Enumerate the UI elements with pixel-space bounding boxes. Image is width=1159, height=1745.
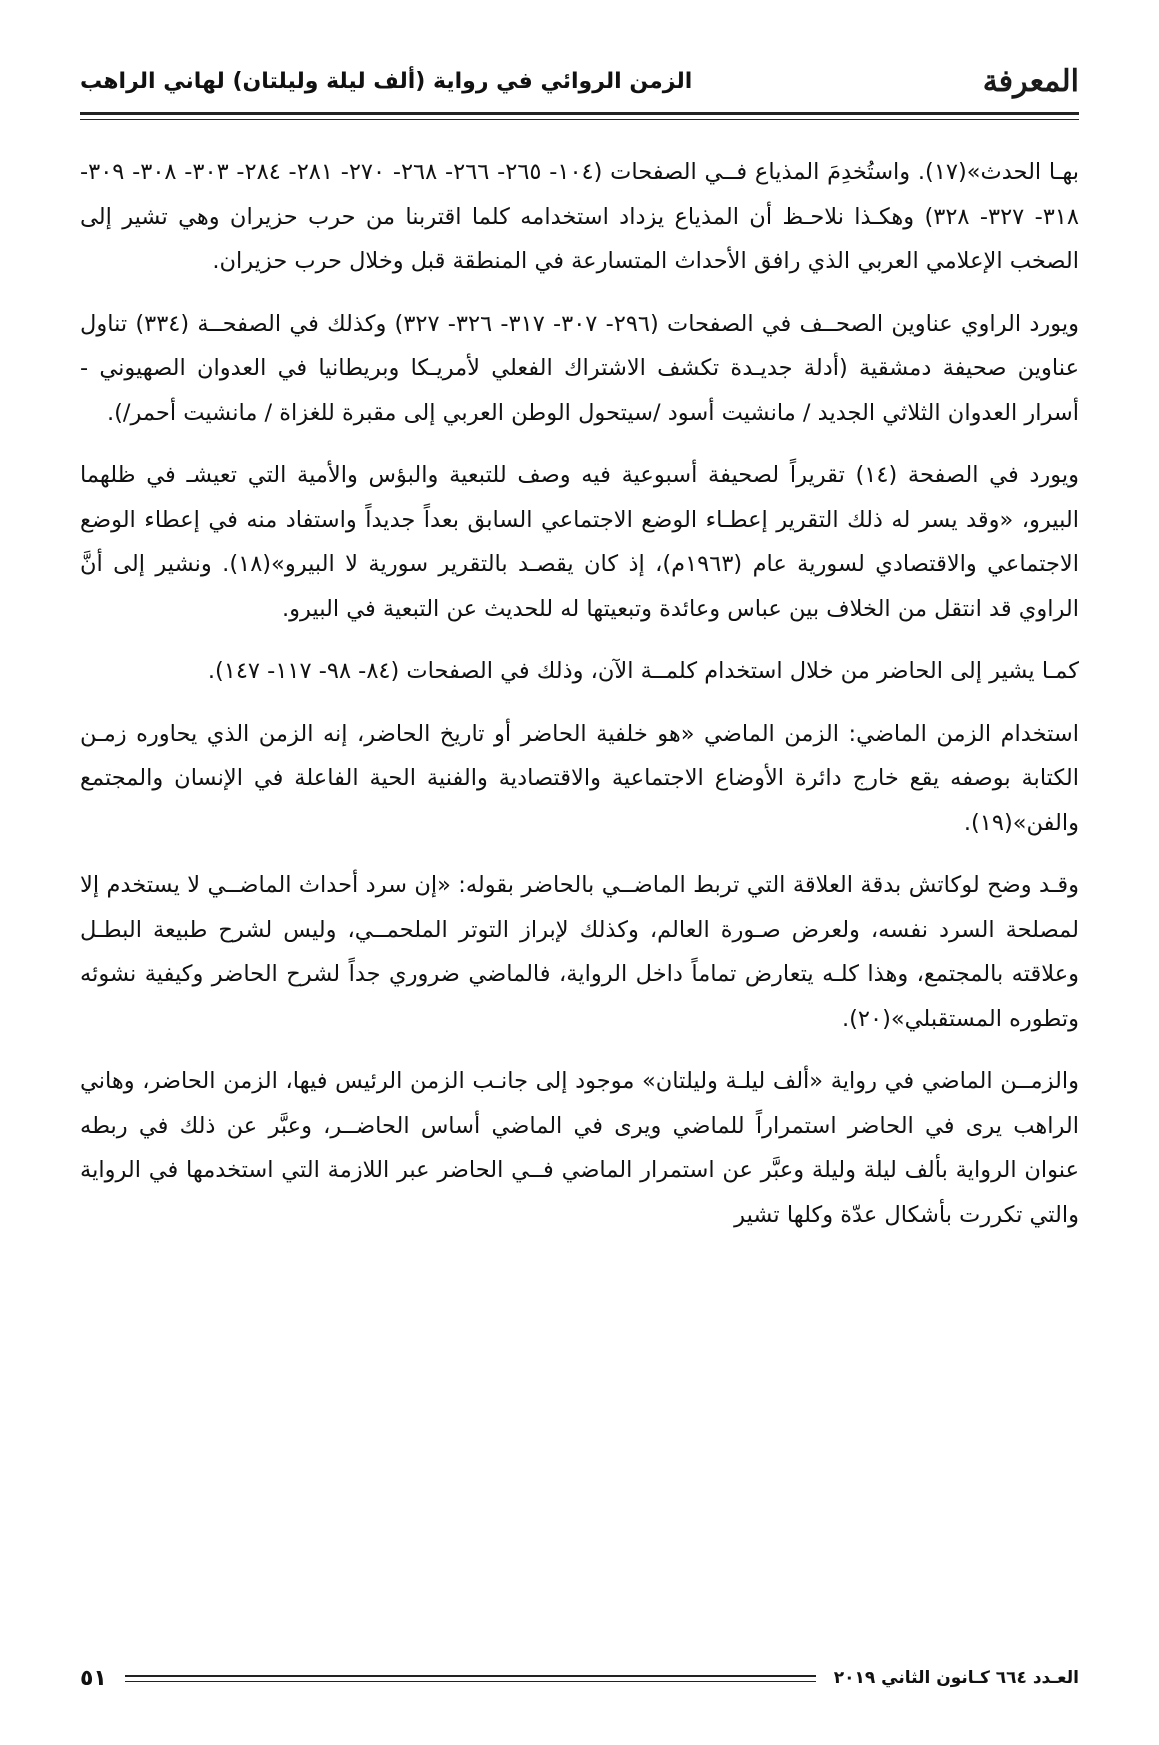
journal-logo: المعرفة — [982, 63, 1079, 99]
header-divider — [80, 112, 1079, 120]
paragraph: ويورد في الصفحة (١٤) تقريراً لصحيفة أسبوعية فيه وصف للتبعية والبؤس والأمية التي تعيشـ في ظلهما البيرو، «وقد يسر له ذلك التقرير إعطـاء الوضع الاجتماعي السابق بعداً جديداً واستفاد منه في إعطاء الوضع الاجتماعي والاقتصادي لسورية عام (١٩٦٣م)، إذ كان يقصـد بالتقرير سورية لا البيرو»(١٨). ونشير إلى أنَّ الراوي قد انتقل من الخلاف بين عباس وعائدة وتبعيتها له للحديث عن التبعية في البيرو. — [80, 462, 1080, 622]
footer-divider — [125, 1675, 816, 1682]
issue-info: العـدد ٦٦٤ كـانون الثاني ٢٠١٩ — [833, 1668, 1079, 1688]
page-number: ٥١ — [80, 1665, 107, 1691]
paragraph: والزمــن الماضي في رواية «ألف ليلـة وليلتان» موجود إلى جانـب الزمن الرئيس فيها، الزمن الحاضر، وهاني الراهب يرى في الحاضر استمراراً للماضي ويرى في الماضي أساس الحاضــر، وعبَّر عن ذلك في ربطه عنوان الرواية بألف ليلة وليلة وعبَّر عن استمرار الماضي فــي الحاضر عبر اللازمة التي استخدمها في الرواية والتي تكررت بأشكال عدّة وكلها تشير — [80, 1068, 1079, 1228]
paragraph: ويورد الراوي عناوين الصحــف في الصفحات (٢٩٦- ٣٠٧- ٣١٧- ٣٢٦- ٣٢٧) وكذلك في الصفحــة (٣٣٤) تناول عناوين صحيفة دمشقية (أدلة جديـدة تكشف الاشتراك الفعلي لأمريـكا وبريطانيا في العدوان الصهيوني - أسرار العدوان الثلاثي الجديد / مانشيت أسود /سيتحول الوطن العربي إلى مقبرة للغزاة / مانشيت أحمر/). — [80, 310, 1079, 426]
running-title: الزمن الروائي في رواية (ألف ليلة وليلتان) لهاني الراهب — [80, 68, 693, 94]
paragraph: استخدام الزمن الماضي: الزمن الماضي «هو خلفية الحاضر أو تاريخ الحاضر، إنه الزمن الذي يحاوره زمـن الكتابة بوصفه يقع خارج دائرة الأوضاع الاجتماعية والاقتصادية والفنية الحية الفاعلة في الإنسان والمجتمع والفن»(١٩). — [80, 720, 1079, 836]
paragraph: كمـا يشير إلى الحاضر من خلال استخدام كلمــة الآن، وذلك في الصفحات (٨٤- ٩٨- ١١٧- ١٤٧). — [207, 658, 1079, 684]
page-header — [80, 56, 1079, 106]
page-footer — [80, 1658, 1079, 1698]
paragraph: وقـد وضح لوكاتش بدقة العلاقة التي تربط الماضــي بالحاضر بقوله: «إن سرد أحداث الماضــي لا يستخدم إلا لمصلحة السرد نفسه، ولعرض صـورة العالم، وكذلك لإبراز التوتر الملحمــي، وليس لشرح طبيعة البطـل وعلاقته بالمجتمع، وهذا كلـه يتعارض تماماً داخل الرواية، فالماضي ضروري جداً لشرح الحاضر وكيفية نشوئه وتطوره المستقبلي»(٢٠). — [80, 872, 1079, 1032]
paragraph: بهـا الحدث»(١٧). واستُخدِمَ المذياع فــي الصفحات (١٠٤- ٢٦٥- ٢٦٦- ٢٦٨- ٢٧٠- ٢٨١- ٢٨٤- ٣٠٣- ٣٠٨- ٣٠٩- ٣١٨- ٣٢٧- ٣٢٨) وهكـذا نلاحـظ أن المذياع يزداد استخدامه كلما اقتربنا من حرب حزيران وهي تشير إلى الصخب الإعلامي العربي الذي رافق الأحداث المتسارعة في المنطقة قبل وخلال حرب حزيران. — [80, 159, 1080, 274]
article-body — [80, 150, 1079, 1255]
